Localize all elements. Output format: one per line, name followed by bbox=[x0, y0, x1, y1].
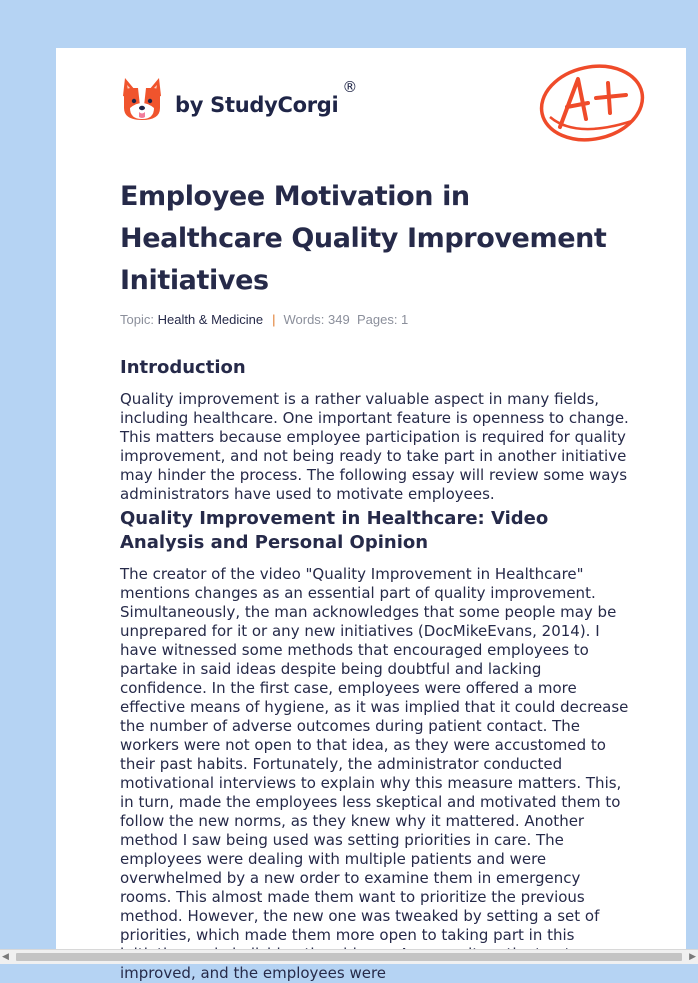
topic-label: Topic: bbox=[120, 312, 154, 327]
scrollbar-thumb[interactable] bbox=[16, 953, 682, 961]
registered-mark: ® bbox=[342, 78, 358, 96]
article-meta bbox=[120, 312, 630, 332]
word-count: Words: 349 bbox=[283, 312, 350, 327]
section-heading-video-analysis: Quality Improvement in Healthcare: Video Analysis and Personal Opinion bbox=[120, 508, 549, 553]
section-heading-introduction: Introduction bbox=[120, 357, 246, 378]
brand-logo-link[interactable] bbox=[122, 76, 357, 122]
section-text-video-analysis: The creator of the video "Quality Improvement in Healthcare" mentions changes as an essential part of quality improvement. Simultaneously, the man acknowledges that some people may be unprepared for it or any new initiatives (DocMikeEvans, 2014). I have witnessed some methods that encouraged employees to partake in said ideas despite being doubtful and lacking confidence. In the first case, employees were offered a more effective means of hygiene, as it was implied that it could decrease the number of adverse outcomes during patient contact. The workers were not open to that idea, as they were accustomed to their past habits. Fortunately, the administrator conducted motivational interviews to explain why this measure matters. This, in turn, made the employees less skeptical and motivated them to follow the new norms, as they knew why it mattered. Another method I saw being used was setting priorities in care. The employees were dealing with multiple patients and were overwhelmed by a new order to examine them in emergency rooms. This almost made them want to prioritize the previous method. However, the new one was tweaked by setting a set of priorities, which made them more open to taking part in this improved, and the employees were bbox=[120, 565, 629, 982]
corgi-icon bbox=[122, 76, 162, 122]
horizontal-scrollbar[interactable] bbox=[0, 949, 698, 964]
brand-name: by StudyCorgi bbox=[175, 93, 339, 117]
page-count: Pages: 1 bbox=[356, 312, 409, 327]
scroll-left-icon[interactable]: ◀ bbox=[2, 952, 9, 962]
essay-page bbox=[56, 48, 686, 982]
scroll-right-icon[interactable]: ▶ bbox=[689, 952, 696, 962]
meta-separator: | bbox=[272, 312, 276, 327]
section-text-introduction: Quality improvement is a rather valuable aspect in many fields, including healthcare. One important feature is openness to change. This matters because employee participation is required for quality improvement, and not being ready to take part in another initiative may hinder the process. The following essay will review some ways administrators have used to motivate employees. bbox=[120, 390, 629, 503]
a-plus-badge-icon bbox=[536, 57, 652, 143]
article-content bbox=[120, 176, 630, 983]
topic-link[interactable]: Health & Medicine bbox=[157, 312, 264, 327]
article-title: Employee Motivation in Healthcare Quality Improvement Initiatives bbox=[120, 181, 607, 296]
